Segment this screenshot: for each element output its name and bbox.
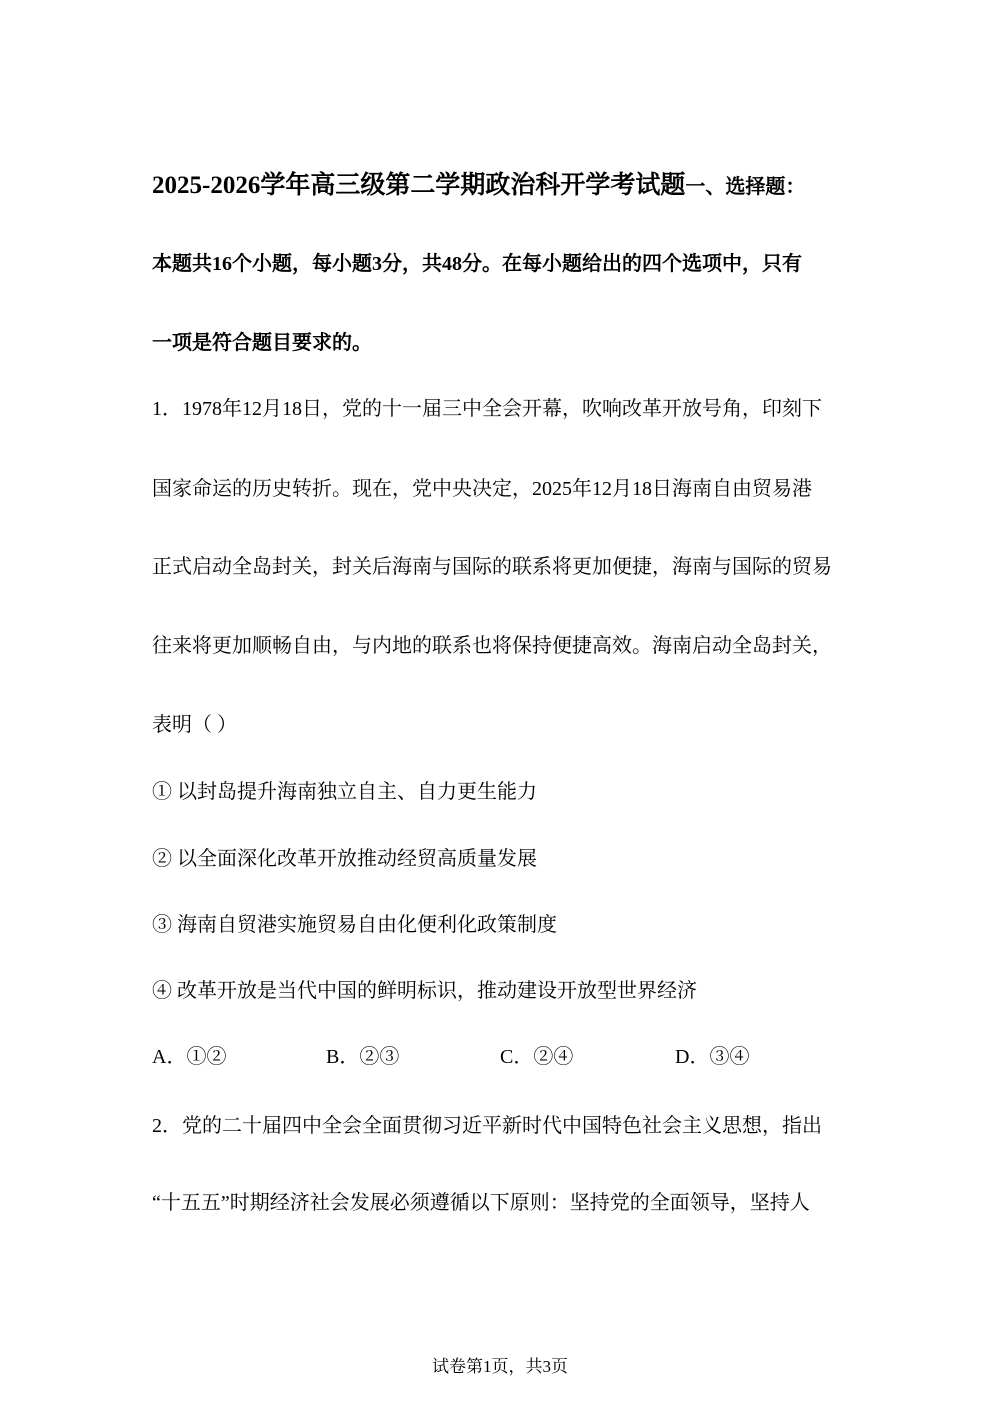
page-footer: 试卷第1页，共3页	[432, 1357, 568, 1376]
choice-b: B．②③	[326, 1046, 400, 1068]
choice-d: D．③④	[675, 1046, 750, 1068]
page-title	[152, 168, 805, 205]
choice-a: A．①②	[152, 1046, 227, 1068]
section-heading: 一、选择题：	[685, 176, 806, 198]
title-main: 2025-2026学年高三级第二学期政治科开学考试题	[152, 172, 686, 199]
question-1-line-3: 正式启动全岛封关，封关后海南与国际的联系将更加便捷，海南与国际的贸易	[152, 556, 832, 578]
question-1-line-5: 表明（ ）	[152, 714, 237, 736]
statement-1: ① 以封岛提升海南独立自主、自力更生能力	[152, 781, 537, 803]
instruction-line-2: 一项是符合题目要求的。	[152, 332, 372, 354]
statement-3: ③ 海南自贸港实施贸易自由化便利化政策制度	[152, 914, 557, 936]
choice-c: C．②④	[500, 1046, 574, 1068]
statement-4: ④ 改革开放是当代中国的鲜明标识，推动建设开放型世界经济	[152, 980, 697, 1002]
question-1-line-1: 1．1978年12月18日，党的十一届三中全会开幕，吹响改革开放号角，印刻下	[152, 398, 822, 420]
question-1-line-2: 国家命运的历史转折。现在，党中央决定，2025年12月18日海南自由贸易港	[152, 478, 812, 500]
question-2-line-1: 2．党的二十届四中全会全面贯彻习近平新时代中国特色社会主义思想，指出	[152, 1115, 822, 1137]
statement-2: ② 以全面深化改革开放推动经贸高质量发展	[152, 848, 537, 870]
instruction-line-1: 本题共16个小题，每小题3分，共48分。在每小题给出的四个选项中，只有	[152, 253, 802, 275]
question-1-line-4: 往来将更加顺畅自由，与内地的联系也将保持便捷高效。海南启动全岛封关，	[152, 635, 832, 657]
question-2-line-2: “十五五”时期经济社会发展必须遵循以下原则：坚持党的全面领导，坚持人	[152, 1192, 810, 1214]
